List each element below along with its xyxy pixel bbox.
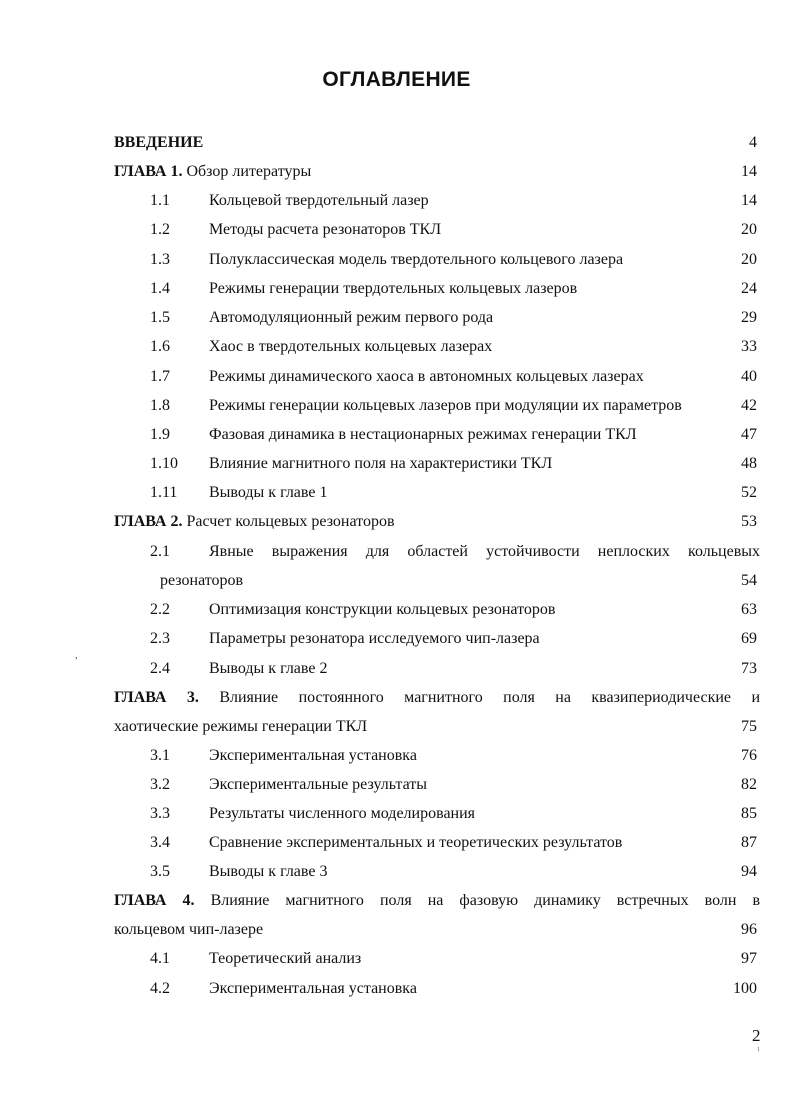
- section-page: 54: [741, 572, 757, 589]
- section-number: 1.6: [150, 338, 170, 355]
- toc-entry-3-5[interactable]: [0, 859, 793, 885]
- toc-entry-1-9[interactable]: [0, 422, 793, 448]
- section-title: Параметры резонатора исследуемого чип-лазера: [209, 630, 540, 647]
- toc-entry-3-4[interactable]: [0, 830, 793, 856]
- section-number: 3.5: [150, 863, 170, 880]
- section-title: Хаос в твердотельных кольцевых лазерах: [209, 338, 493, 355]
- section-title: Выводы к главе 1: [209, 484, 328, 501]
- section-title: Экспериментальные результаты: [209, 776, 428, 793]
- section-number: 2.1: [150, 543, 170, 560]
- section-title: Полуклассическая модель твердотельного кольцевого лазера: [209, 251, 624, 268]
- chapter-2-heading: [114, 509, 395, 535]
- section-title: Автомодуляционный режим первого рода: [209, 309, 494, 326]
- chapter-2-label: ГЛАВА 2.: [114, 513, 183, 530]
- toc-entry-1-6[interactable]: [0, 334, 793, 360]
- chapter-1-label: ГЛАВА 1.: [114, 163, 183, 180]
- section-page: 33: [741, 338, 757, 355]
- toc-entry-2-1-cont[interactable]: [0, 568, 793, 594]
- intro-label: ВВЕДЕНИЕ: [114, 134, 204, 151]
- section-title: Режимы генерации кольцевых лазеров при модуляции их параметров: [209, 397, 682, 414]
- toc-entry-1-3[interactable]: [0, 247, 793, 273]
- toc-entry-chapter-4-cont[interactable]: [0, 917, 793, 943]
- section-number: 2.2: [150, 601, 170, 618]
- scan-mark: ,: [75, 650, 78, 661]
- section-page: 42: [741, 397, 757, 414]
- section-page: 20: [741, 221, 757, 238]
- section-number: 1.1: [150, 192, 170, 209]
- page-title: ОГЛАВЛЕНИЕ: [322, 68, 471, 91]
- chapter-4-title-line-2: кольцевом чип-лазере: [114, 921, 264, 938]
- section-number: 4.2: [150, 980, 170, 997]
- toc-entry-2-3[interactable]: [0, 626, 793, 652]
- section-page: 47: [741, 426, 757, 443]
- section-page: 29: [741, 309, 757, 326]
- toc-entry-3-1[interactable]: [0, 743, 793, 769]
- section-number: 1.5: [150, 309, 170, 326]
- section-title: Теоретический анализ: [209, 950, 362, 967]
- section-title: Влияние магнитного поля на характеристики ТКЛ: [209, 455, 553, 472]
- section-number: 2.3: [150, 630, 170, 647]
- chapter-4-title-line-1: Влияние магнитного поля на фазовую динамику встречных волн в: [210, 892, 761, 909]
- section-number: 1.11: [150, 484, 178, 501]
- section-page: 97: [741, 950, 757, 967]
- section-title: Сравнение экспериментальных и теоретических результатов: [209, 834, 623, 851]
- toc-entry-4-1[interactable]: [0, 946, 793, 972]
- section-number: 1.9: [150, 426, 170, 443]
- section-title: Экспериментальная установка: [209, 980, 417, 997]
- section-title: Режимы динамического хаоса в автономных кольцевых лазерах: [209, 368, 644, 385]
- chapter-1-page: 14: [741, 163, 757, 180]
- section-page: 85: [741, 805, 757, 822]
- section-page: 73: [741, 660, 757, 677]
- chapter-1-title: Обзор литературы: [186, 163, 312, 180]
- toc-entry-1-8[interactable]: [0, 393, 793, 419]
- section-page: 48: [741, 455, 757, 472]
- toc-entry-1-10[interactable]: [0, 451, 793, 477]
- section-title: Фазовая динамика в нестационарных режимах генерации ТКЛ: [209, 426, 637, 443]
- toc-entry-intro[interactable]: [0, 130, 793, 156]
- section-page: 94: [741, 863, 757, 880]
- chapter-3-title-line-1: Влияние постоянного магнитного поля на квазипериодические и: [219, 689, 760, 706]
- chapter-2-title: Расчет кольцевых резонаторов: [186, 513, 395, 530]
- section-title: Выводы к главе 3: [209, 863, 328, 880]
- section-title: Результаты численного моделирования: [209, 805, 476, 822]
- toc-entry-chapter-1[interactable]: [0, 159, 793, 185]
- section-title: Выводы к главе 2: [209, 660, 328, 677]
- section-title: Методы расчета резонаторов ТКЛ: [209, 221, 442, 238]
- section-title: Оптимизация конструкции кольцевых резонаторов: [209, 601, 556, 618]
- section-title: Кольцевой твердотельный лазер: [209, 192, 429, 209]
- section-number: 3.1: [150, 747, 170, 764]
- page-number: 2: [752, 1026, 761, 1045]
- section-page: 20: [741, 251, 757, 268]
- toc-entry-1-1[interactable]: [0, 188, 793, 214]
- section-page: 82: [741, 776, 757, 793]
- section-page: 63: [741, 601, 757, 618]
- toc-entry-chapter-4[interactable]: [0, 888, 793, 914]
- section-page: 52: [741, 484, 757, 501]
- section-number: 4.1: [150, 950, 170, 967]
- section-page: 100: [733, 980, 757, 997]
- section-number: 3.3: [150, 805, 170, 822]
- chapter-3-page: 75: [741, 718, 757, 735]
- toc-entry-2-4[interactable]: [0, 656, 793, 682]
- section-title: Режимы генерации твердотельных кольцевых лазеров: [209, 280, 578, 297]
- toc-entry-2-1[interactable]: [0, 539, 793, 565]
- section-number: 1.3: [150, 251, 170, 268]
- toc-entry-1-5[interactable]: [0, 305, 793, 331]
- section-page: 69: [741, 630, 757, 647]
- toc-entry-1-2[interactable]: [0, 217, 793, 243]
- section-title: Экспериментальная установка: [209, 747, 417, 764]
- section-number: 3.4: [150, 834, 170, 851]
- section-page: 24: [741, 280, 757, 297]
- section-title-line-2: резонаторов: [160, 572, 244, 589]
- toc-entry-chapter-2[interactable]: [0, 509, 793, 535]
- chapter-3-label: ГЛАВА 3.: [114, 689, 199, 706]
- section-title-line-1: Явные выражения для областей устойчивости неплоских кольцевых: [209, 543, 760, 560]
- toc-entry-1-7[interactable]: [0, 364, 793, 390]
- section-number: 1.4: [150, 280, 170, 297]
- toc-entry-3-2[interactable]: [0, 772, 793, 798]
- section-number: 1.8: [150, 397, 170, 414]
- chapter-1-heading: [114, 159, 311, 185]
- chapter-4-label: ГЛАВА 4.: [114, 892, 195, 909]
- toc-entry-chapter-3-cont[interactable]: [0, 714, 793, 740]
- chapter-2-page: 53: [741, 513, 757, 530]
- section-page: 14: [741, 192, 757, 209]
- section-number: 1.10: [150, 455, 178, 472]
- section-number: 1.7: [150, 368, 170, 385]
- toc-entry-1-4[interactable]: [0, 276, 793, 302]
- toc-entry-chapter-3[interactable]: [0, 685, 793, 711]
- chapter-4-heading-line-1: [114, 888, 760, 914]
- toc-entry-2-2[interactable]: [0, 597, 793, 623]
- section-number: 3.2: [150, 776, 170, 793]
- chapter-3-heading-line-1: [114, 685, 760, 711]
- chapter-3-title-line-2: хаотические режимы генерации ТКЛ: [114, 718, 368, 735]
- intro-page: 4: [749, 134, 757, 151]
- section-number: 2.4: [150, 660, 170, 677]
- section-page: 40: [741, 368, 757, 385]
- page-sub-mark: 1: [757, 1047, 760, 1053]
- toc-entry-1-11[interactable]: [0, 480, 793, 506]
- section-page: 87: [741, 834, 757, 851]
- toc-entry-3-3[interactable]: [0, 801, 793, 827]
- toc-entry-4-2[interactable]: [0, 976, 793, 1002]
- chapter-4-page: 96: [741, 921, 757, 938]
- section-page: 76: [741, 747, 757, 764]
- section-number: 1.2: [150, 221, 170, 238]
